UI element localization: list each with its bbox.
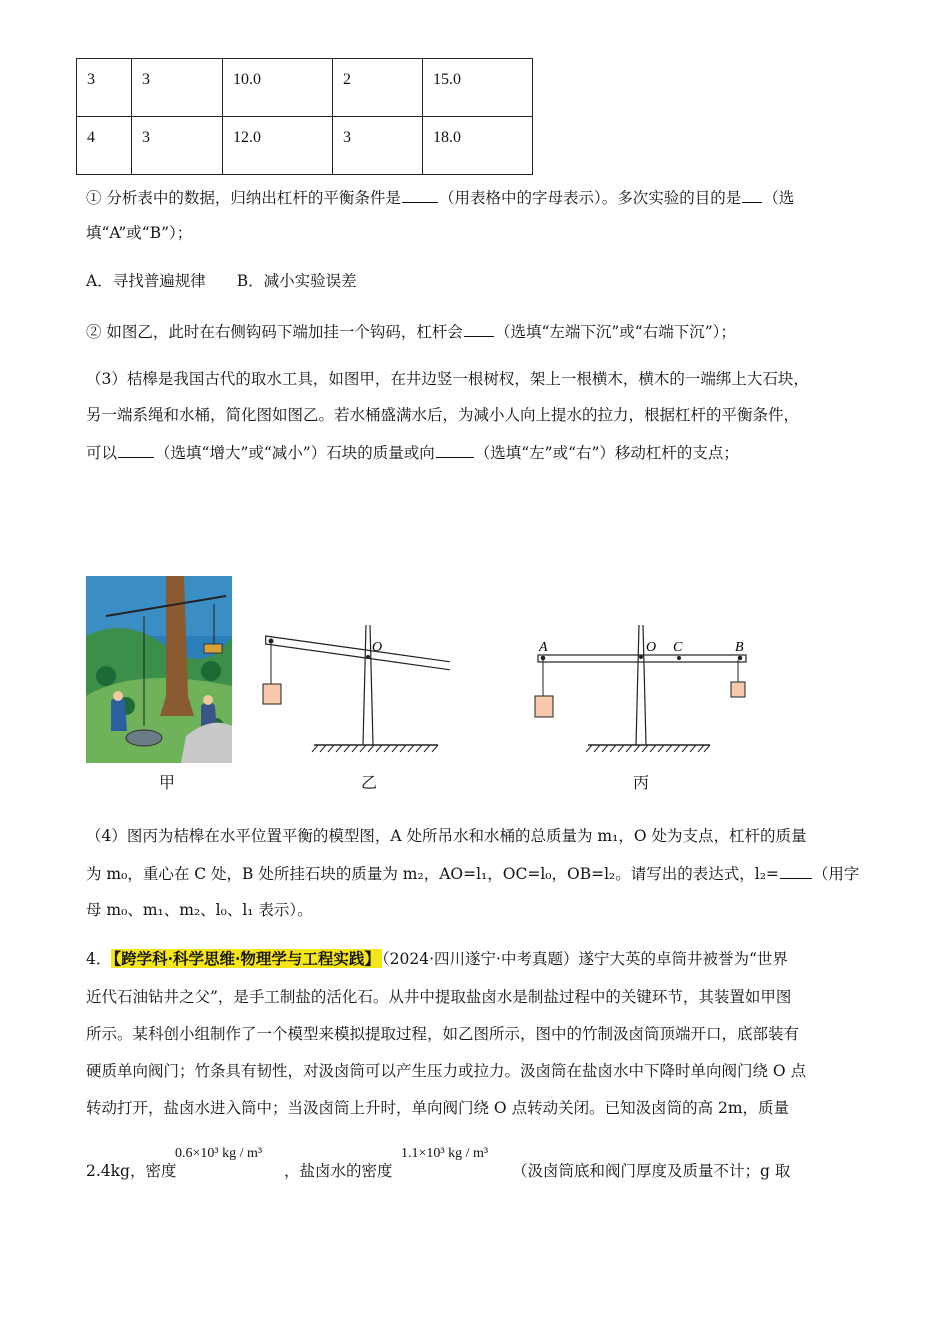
q4-line2: [86, 862, 859, 885]
table-cell: 3: [132, 59, 223, 117]
q1-line3: [86, 320, 736, 343]
answer-blank[interactable]: [118, 441, 154, 458]
lever-figure-bing: [530, 620, 760, 755]
text: 为 m₀，重心在 C 处，B 处所挂石块的质量为 m₂，AO=l₁，OC=l₀，OB=l₂。请写出的表达式，l₂=: [86, 865, 779, 883]
answer-blank[interactable]: [742, 186, 762, 203]
problem4-line2: 近代石油钻井之父”，是手工制盐的活化石。从井中提取盐卤水是制盐过程中的关键环节，其装置如甲图: [86, 988, 792, 1006]
text: （选填“增大”或“减小”）石块的质量或向: [155, 444, 435, 462]
problem4-line4: 硬质单向阀门；竹条具有韧性，对汲卤筒可以产生压力或拉力。汲卤筒在盐卤水中下降时单向阀门绕 O 点: [86, 1062, 807, 1080]
table-cell: 3: [77, 59, 132, 117]
label-c: C: [673, 640, 683, 655]
text: 可以: [86, 444, 118, 462]
table-row: [77, 59, 533, 117]
label-b: B: [735, 640, 744, 655]
caption-jia: 甲: [159, 773, 176, 792]
q3-line1: （3）桔槔是我国古代的取水工具，如图甲，在井边竖一根树杈，架上一根横木，横木的一端绑上大石块，: [86, 370, 809, 388]
table-cell: 4: [77, 117, 132, 175]
text: （选填“左端下沉”或“右端下沉”）；: [494, 323, 736, 341]
text: ① 分析表中的数据，归纳出杠杆的平衡条件是: [86, 189, 401, 207]
caption-yi: 乙: [361, 773, 378, 792]
problem-number: 4．: [86, 950, 112, 968]
text: （选填“左”或“右”）移动杠杆的支点；: [474, 444, 739, 462]
problem4-line6c: （汲卤筒底和阀门厚度及质量不计；g 取: [512, 1162, 791, 1180]
text: （用字: [812, 865, 860, 883]
text: （2024·四川遂宁·中考真题）遂宁大英的卓筒井被誉为“世界: [381, 950, 788, 968]
table-cell: 12.0: [223, 117, 333, 175]
problem4-line6a: 2.4kg，密度: [86, 1162, 177, 1180]
answer-blank[interactable]: [402, 186, 438, 203]
text: （选: [763, 189, 795, 207]
lever-figure-yi: [250, 620, 450, 755]
table-cell: 15.0: [423, 59, 533, 117]
density-value-1: 0.6×10³ kg / m³: [175, 1146, 263, 1161]
problem4-line6b: ，盐卤水的密度: [284, 1162, 393, 1180]
q3-line3: [86, 441, 739, 464]
text: （用表格中的字母表示）。多次实验的目的是: [438, 189, 742, 207]
q1-options: A．寻找普遍规律 B．减小实验误差: [86, 272, 357, 290]
density-value-2: 1.1×10³ kg / m³: [401, 1146, 489, 1161]
q3-line2: 另一端系绳和水桶，简化图如图乙。若水桶盛满水后，为减小人向上提水的拉力，根据杠杆的平衡条件，: [86, 406, 800, 424]
answer-blank[interactable]: [780, 862, 812, 879]
problem4-line5: 转动打开，盐卤水进入筒中；当汲卤筒上升时，单向阀门绕 O 点转动关闭。已知汲卤筒的高 2m，质量: [86, 1099, 790, 1117]
q1-line1: [86, 186, 794, 209]
data-table: [76, 58, 533, 175]
table-cell: 3: [132, 117, 223, 175]
q1-line2: 填“A”或“B”）；: [86, 224, 193, 242]
answer-blank[interactable]: [436, 441, 474, 458]
table-cell: 3: [333, 117, 423, 175]
table-row: [77, 117, 533, 175]
label-a: A: [539, 640, 548, 655]
caption-bing: 丙: [633, 773, 650, 792]
answer-blank[interactable]: [464, 320, 494, 337]
table-cell: 18.0: [423, 117, 533, 175]
label-o: O: [372, 640, 383, 655]
label-o: O: [646, 640, 657, 655]
problem4-line1: [86, 948, 788, 970]
table-cell: 2: [333, 59, 423, 117]
q4-line1: （4）图丙为桔槔在水平位置平衡的模型图，A 处所吊水和水桶的总质量为 m₁，O 处为支点，杠杆的质量: [86, 827, 807, 845]
subject-tag: 【跨学科·科学思维·物理学与工程实践】: [113, 949, 380, 968]
well-sweep-illustration: [86, 576, 232, 763]
text: ② 如图乙，此时在右侧钩码下端加挂一个钩码，杠杆会: [86, 323, 463, 341]
problem4-line3: 所示。某科创小组制作了一个模型来模拟提取过程，如乙图所示，图中的竹制汲卤筒顶端开口，底部装有: [86, 1025, 800, 1043]
table-cell: 10.0: [223, 59, 333, 117]
q4-line3: 母 m₀、m₁、m₂、l₀、l₁ 表示）。: [86, 901, 313, 919]
